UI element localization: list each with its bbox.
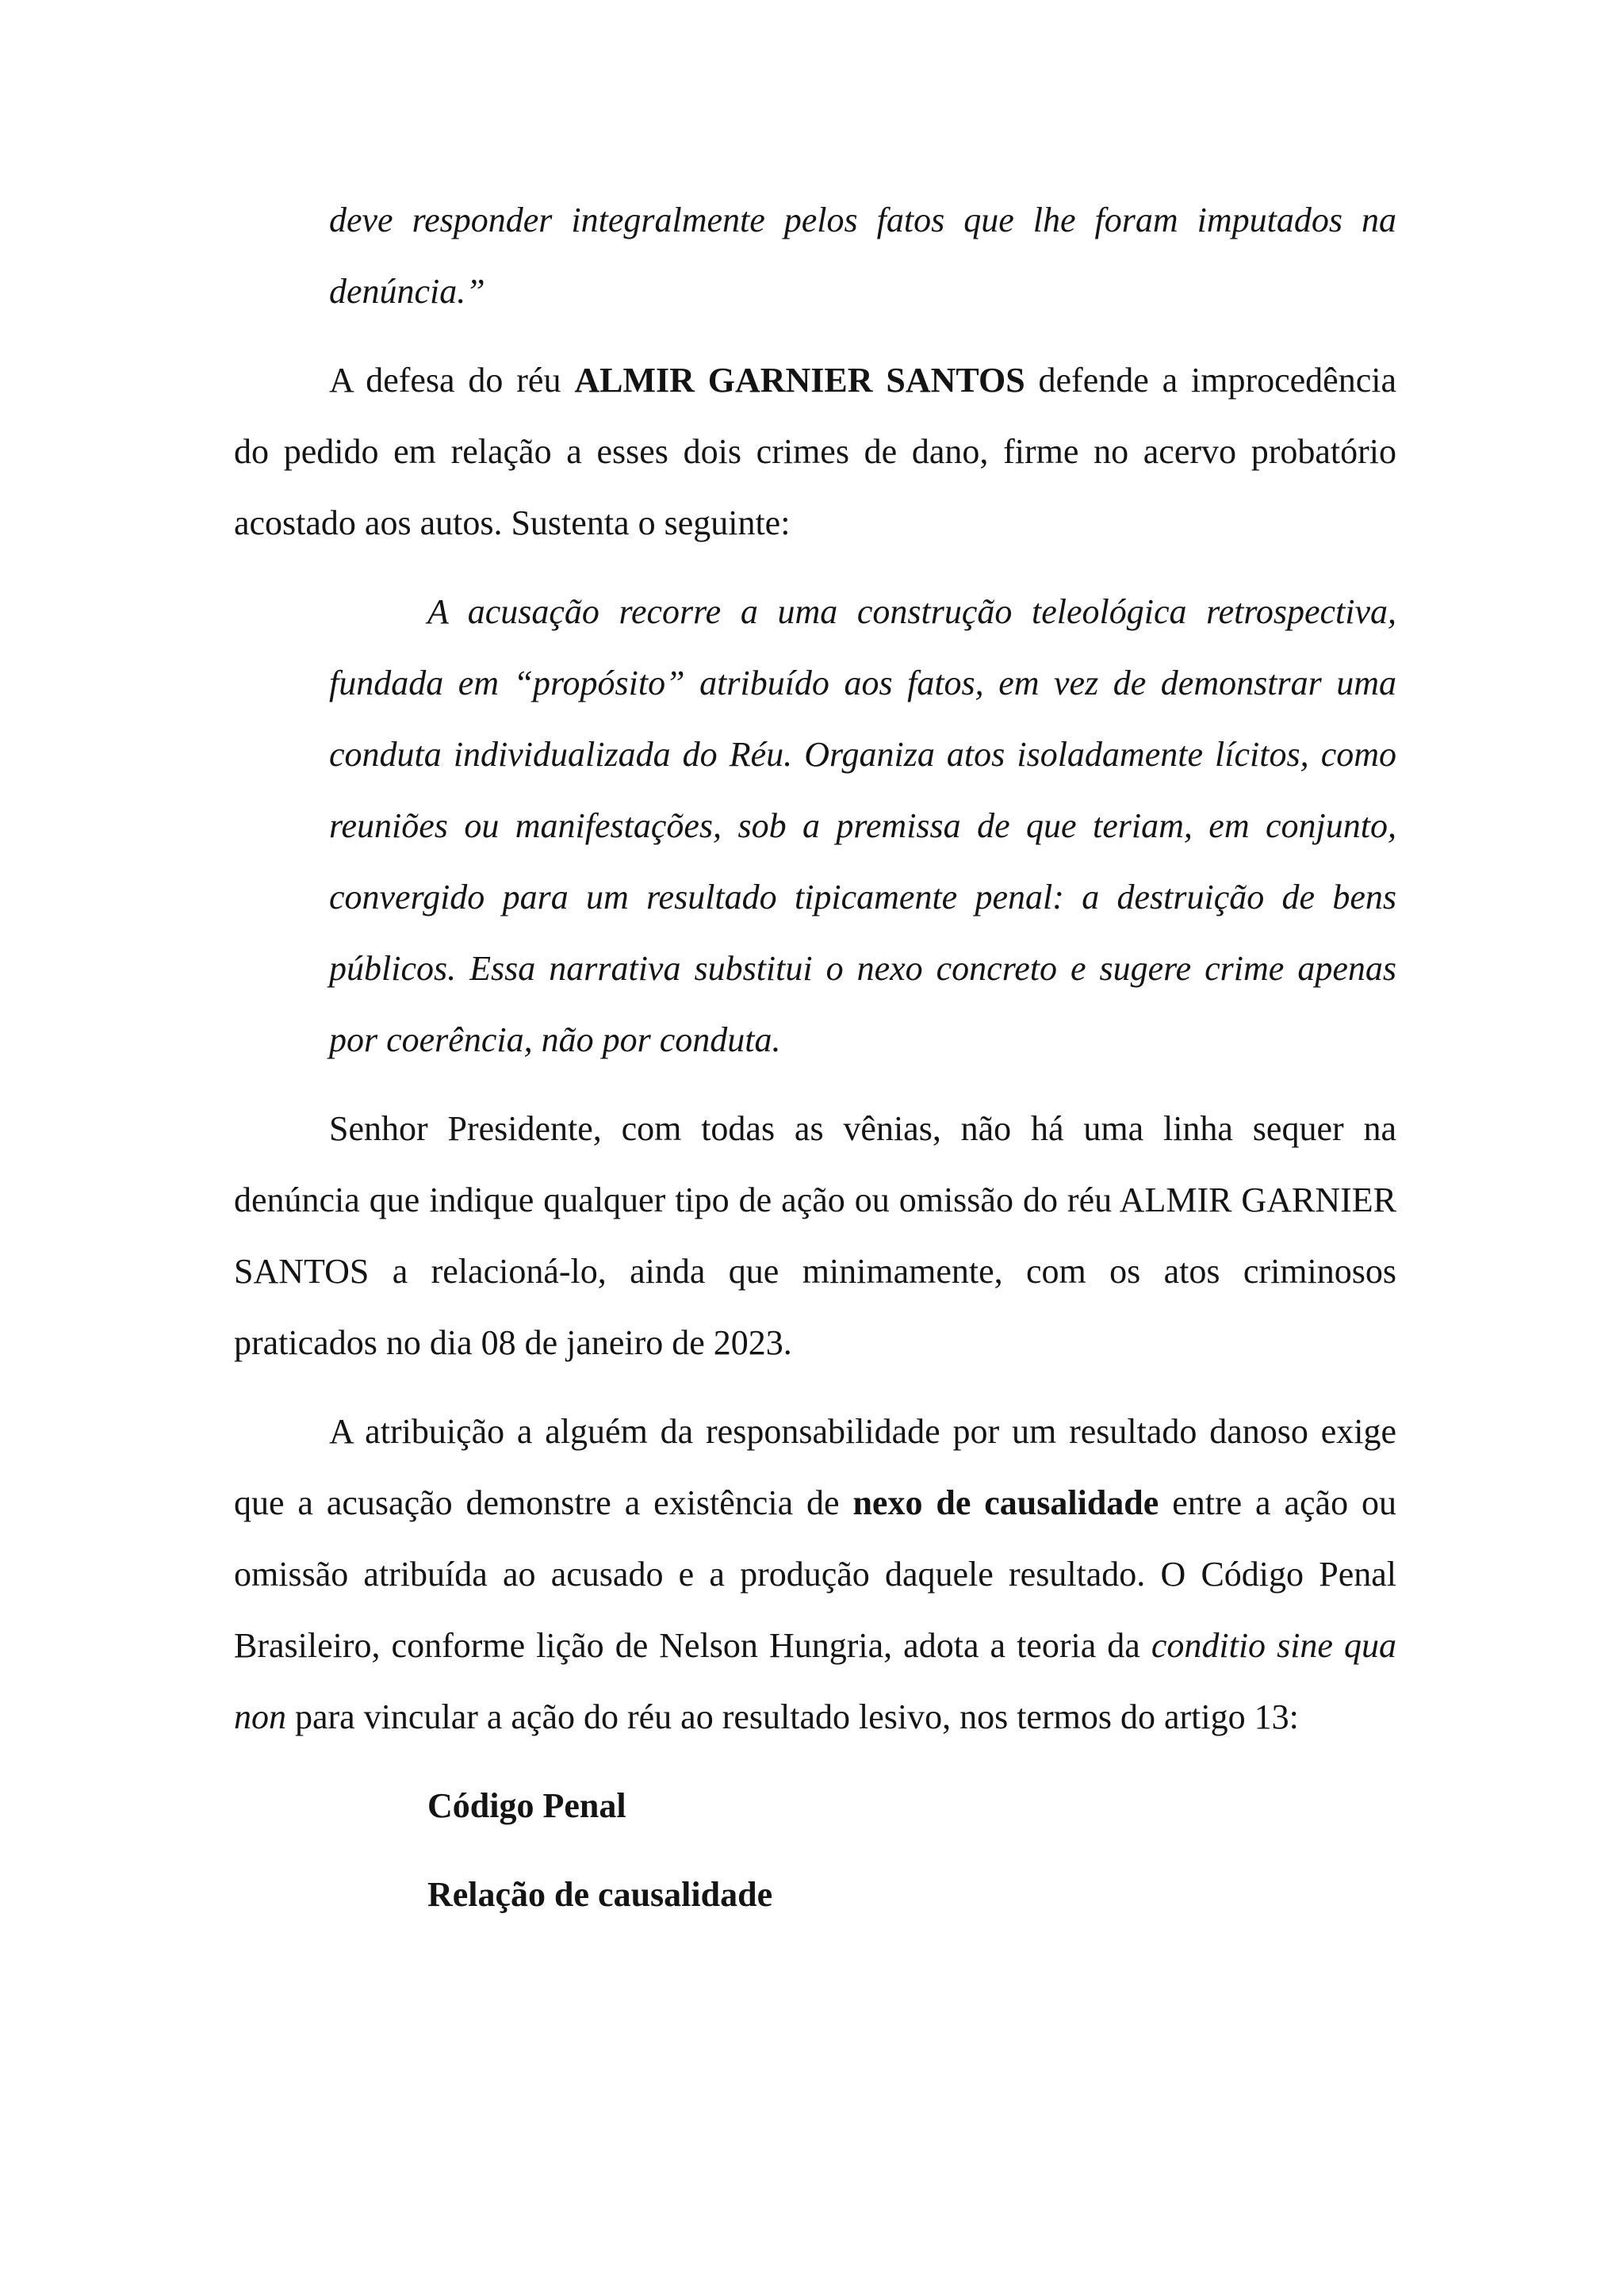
paragraph-text: A defesa do réu — [329, 361, 575, 400]
block-quote — [329, 576, 1396, 1076]
emphasis-italic: conditio sine qua non — [234, 1626, 1396, 1736]
section-heading-causality: Relação de causalidade — [427, 1875, 773, 1914]
section-heading-code: Código Penal — [427, 1786, 626, 1825]
defendant-name: ALMIR GARNIER SANTOS — [574, 361, 1025, 400]
document-body — [234, 185, 1396, 1948]
paragraph-text: A atribuição a alguém da responsabilidade por um resultado danoso exige que a acusação demonstre a existência de — [234, 1412, 1396, 1522]
paragraph-text: para vincular a ação do réu ao resultado lesivo, nos termos do artigo 13: — [286, 1697, 1299, 1736]
quote-continuation: deve responder integralmente pelos fatos que lhe foram imputados na denúncia.” — [329, 201, 1396, 311]
block-quote-text: A acusação recorre a uma construção teleológica retrospectiva, fundada em “propósito” atribuído aos fatos, em vez de demonstrar uma conduta individualizada do Réu. Organiza atos isoladamente lícitos, como reuniões ou manifestações, sob a premissa de que teriam, em conjunto, convergido para um resultado tipicamente penal: a destruição de bens públicos. Essa narrativa substitui o nexo concreto e sugere crime apenas por coerência, não por conduta. — [329, 592, 1396, 1059]
paragraph-text: defende a improcedência do pedido em relação a esses dois crimes de dano, firme no acervo probatório acostado aos autos. Sustenta o seguinte: — [234, 361, 1396, 542]
paragraph-no-link: Senhor Presidente, com todas as vênias, não há uma linha sequer na denúncia que indique qualquer tipo de ação ou omissão do réu ALMIR GARNIER SANTOS a relacioná-lo, ainda que minimamente, com os atos criminosos praticados no dia 08 de janeiro de 2023. — [234, 1109, 1396, 1362]
paragraph-defense-argument — [234, 345, 1396, 559]
paragraph-causality — [234, 1396, 1396, 1753]
paragraph-text: entre a ação ou omissão atribuída ao acusado e a produção daquele resultado. O Código Penal Brasileiro, conforme lição de Nelson Hungria, adota a teoria da — [234, 1483, 1396, 1665]
emphasis-bold: nexo de causalidade — [852, 1483, 1159, 1522]
